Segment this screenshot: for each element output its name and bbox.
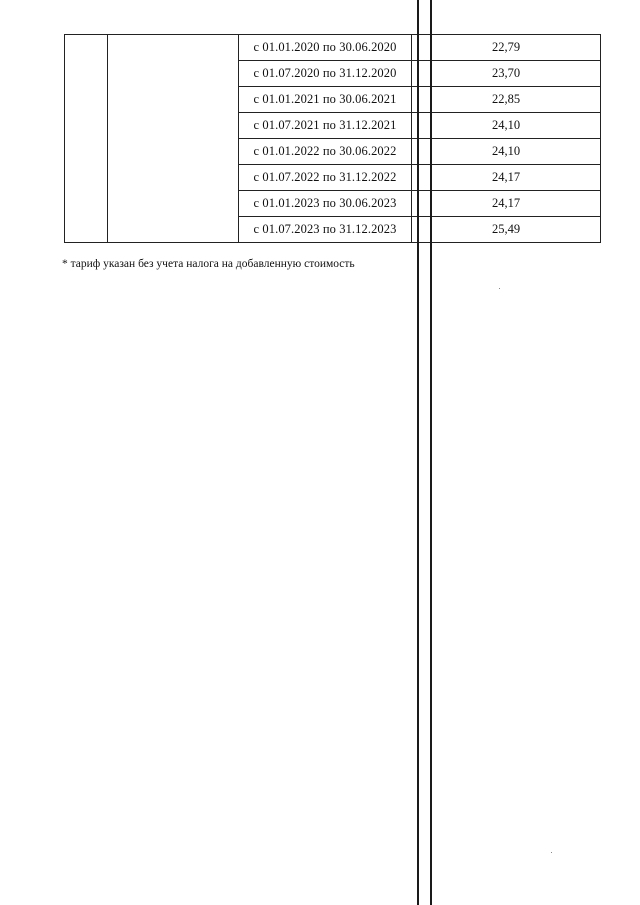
tariff-value-cell: 24,10 [412, 113, 601, 139]
period-cell: с 01.01.2020 по 30.06.2020 [239, 35, 412, 61]
scan-artifact-line [430, 0, 432, 905]
tariff-value-cell: 24,17 [412, 191, 601, 217]
period-cell: с 01.01.2022 по 30.06.2022 [239, 139, 412, 165]
empty-merged-cell [65, 35, 108, 243]
table-row [65, 35, 601, 61]
period-cell: с 01.07.2020 по 31.12.2020 [239, 61, 412, 87]
period-cell: с 01.07.2021 по 31.12.2021 [239, 113, 412, 139]
tariff-value-cell: 22,79 [412, 35, 601, 61]
tariff-value-cell: 24,10 [412, 139, 601, 165]
period-cell: с 01.01.2021 по 30.06.2021 [239, 87, 412, 113]
vat-footnote: * тариф указан без учета налога на добавленную стоимость [62, 258, 355, 270]
tariff-value-cell: 22,85 [412, 87, 601, 113]
scan-speck [551, 852, 552, 853]
period-cell: с 01.07.2023 по 31.12.2023 [239, 217, 412, 243]
scan-artifact-line [417, 0, 419, 905]
period-cell: с 01.07.2022 по 31.12.2022 [239, 165, 412, 191]
tariff-value-cell: 24,17 [412, 165, 601, 191]
tariff-value-cell: 25,49 [412, 217, 601, 243]
tariff-value-cell: 23,70 [412, 61, 601, 87]
empty-merged-cell [108, 35, 239, 243]
tariff-table [64, 34, 601, 243]
period-cell: с 01.01.2023 по 30.06.2023 [239, 191, 412, 217]
scan-speck [499, 288, 500, 289]
